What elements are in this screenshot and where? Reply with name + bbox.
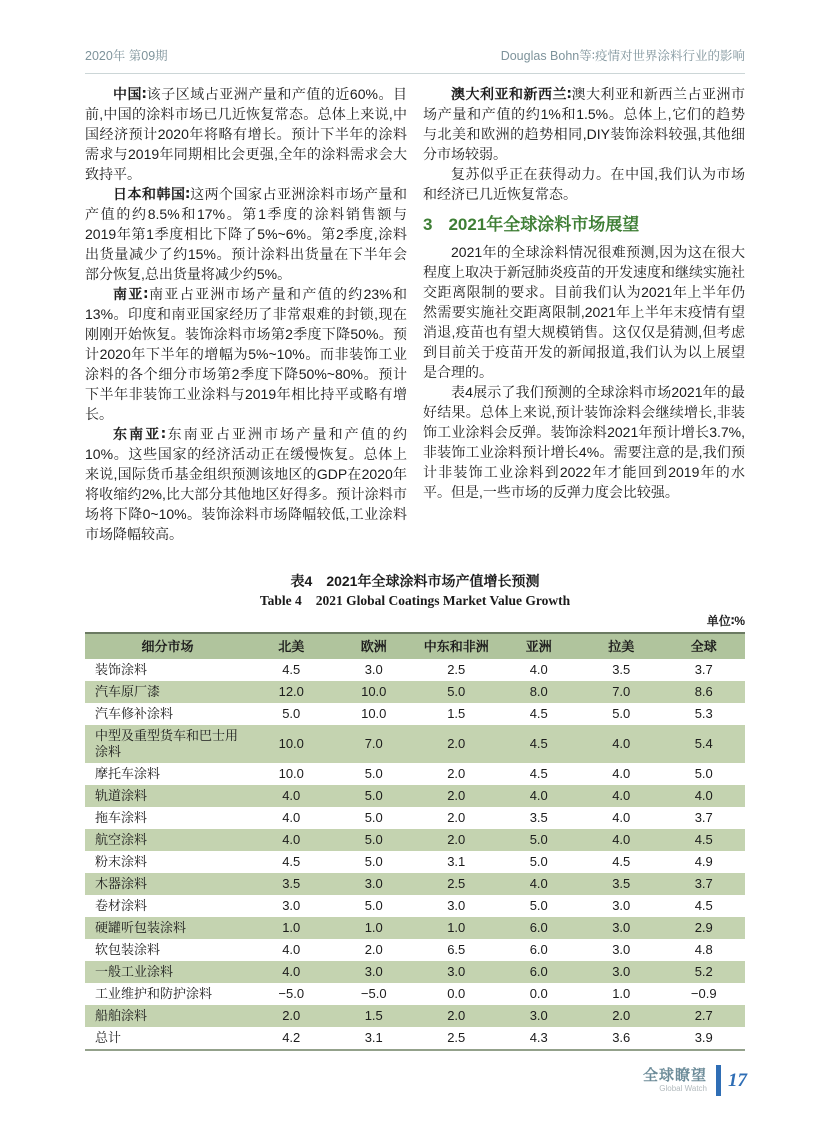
table-row	[85, 785, 745, 807]
paragraph-lead: 中国∶	[113, 86, 147, 102]
table-row	[85, 681, 745, 703]
row-value: 3.0	[529, 1008, 548, 1023]
column-header-asia: 亚洲	[498, 633, 581, 659]
row-value: 5.0	[529, 898, 548, 913]
row-value: 4.0	[612, 766, 631, 781]
brand-name-en: Global Watch	[659, 1083, 707, 1093]
row-value: 2.0	[447, 832, 466, 847]
row-label: 摩托车涂料	[95, 766, 161, 781]
paragraph-text: 该子区域占亚洲产量和产值的近60%。目前,中国的涂料市场已几近恢复常态。总体上来说,中国经济预计2020年将略有增长。预计下半年的涂料需求与2019年同期相比会更强,全年的涂料需求会大致持平。	[85, 86, 407, 182]
table-row	[85, 961, 745, 983]
row-value: 2.5	[447, 876, 466, 891]
row-value: 2.5	[447, 662, 466, 677]
row-value: 3.9	[694, 1030, 713, 1045]
row-value: 4.0	[282, 788, 301, 803]
column-header-segment: 细分市场	[85, 633, 250, 659]
row-value: 4.5	[694, 898, 713, 913]
row-value: 5.0	[364, 854, 383, 869]
row-value: 10.0	[278, 736, 304, 751]
row-value: 5.0	[364, 766, 383, 781]
table-row	[85, 939, 745, 961]
paragraph-lead: 日本和韩国∶	[113, 186, 190, 202]
section-title: 2021年全球涂料市场展望	[448, 215, 640, 234]
table-row	[85, 763, 745, 785]
row-value: 2.5	[447, 1030, 466, 1045]
paragraph-japan-korea	[85, 184, 407, 284]
row-value: 2.0	[447, 1008, 466, 1023]
table-caption-cn-label: 表4	[290, 573, 313, 589]
row-value: 7.0	[364, 736, 383, 751]
table-section	[85, 572, 745, 1051]
row-value: 3.1	[364, 1030, 383, 1045]
row-value: 4.2	[282, 1030, 301, 1045]
row-value: 5.4	[694, 736, 713, 751]
table-caption-en-text: 2021 Global Coatings Market Value Growth	[315, 593, 571, 608]
section-number: 3	[423, 215, 433, 234]
row-value: 4.5	[612, 854, 631, 869]
row-value: 3.0	[364, 662, 383, 677]
row-value: 4.0	[282, 832, 301, 847]
row-label: 卷材涂料	[95, 898, 148, 913]
column-header-mea: 中东和非洲	[415, 633, 498, 659]
row-value: 6.5	[447, 942, 466, 957]
table-row	[85, 1005, 745, 1027]
row-label: 总计	[95, 1030, 122, 1045]
row-value: 3.0	[447, 898, 466, 913]
row-value: 3.0	[612, 920, 631, 935]
row-value: 3.7	[694, 876, 713, 891]
row-value: 2.0	[364, 942, 383, 957]
row-value: 3.1	[447, 854, 466, 869]
row-value: 4.5	[282, 854, 301, 869]
row-value: 4.5	[529, 706, 548, 721]
row-label: 航空涂料	[95, 832, 148, 847]
growth-forecast-table	[85, 632, 745, 1051]
row-value: 2.9	[694, 920, 713, 935]
table-row	[85, 917, 745, 939]
row-value: 4.0	[612, 788, 631, 803]
table-row	[85, 851, 745, 873]
paragraph-text: 2021年的全球涂料情况很难预测,因为这在很大程度上取决于新冠肺炎疫苗的开发速度和继续实施社交距离限制的要求。目前我们认为2021年上半年仍然需要实施社交距离限制,2021年上半年末疫情有望消退,疫苗也有望大规模销售。这仅仅是猜测,但考虑到目前关于疫苗开发的新闻报道,我们认为以上展望是合理的。	[423, 244, 745, 380]
row-value: 4.0	[282, 942, 301, 957]
paragraph-lead: 南亚∶	[113, 286, 148, 302]
paragraph-text: 澳大利亚和新西兰占亚洲市场产量和产值的约1%和1.5%。总体上,它们的趋势与北美和欧洲的趋势相同,DIY装饰涂料较强,其他细分市场较弱。	[423, 86, 746, 162]
issue-label: 2020年 第09期	[85, 49, 168, 63]
row-value: 3.5	[612, 876, 631, 891]
paragraph-lead: 东南亚∶	[113, 426, 166, 442]
row-label: 汽车原厂漆	[95, 684, 161, 699]
table-row	[85, 807, 745, 829]
row-value: 4.0	[529, 788, 548, 803]
row-value: 6.0	[529, 920, 548, 935]
table-row	[85, 1027, 745, 1050]
article-body	[85, 84, 745, 544]
row-value: 5.3	[694, 706, 713, 721]
row-value: 3.6	[612, 1030, 631, 1045]
running-article-title: Douglas Bohn等∶疫情对世界涂料行业的影响	[500, 49, 745, 63]
table-caption-cn	[85, 572, 745, 591]
paragraph-southeast-asia	[85, 424, 407, 544]
row-value: 5.0	[364, 810, 383, 825]
running-head	[85, 46, 745, 74]
row-value: 4.0	[612, 736, 631, 751]
row-label: 拖车涂料	[95, 810, 148, 825]
row-value: 4.8	[694, 942, 713, 957]
section-heading	[423, 213, 745, 237]
row-value: 5.0	[364, 832, 383, 847]
paragraph-text: 南亚占亚洲市场产量和产值的约23%和13%。印度和南亚国家经历了非常艰难的封锁,现在刚刚开始恢复。装饰涂料市场第2季度下降50%。预计2020年下半年的增幅为5%~10%。而非装饰工业涂料的各个细分市场第2季度下降50%~80%。预计下半年非装饰工业涂料与2019年相比持平或略有增长。	[85, 286, 407, 422]
row-value: 1.0	[612, 986, 631, 1001]
table-row	[85, 829, 745, 851]
row-value: 4.5	[529, 766, 548, 781]
row-value: 10.0	[361, 706, 387, 721]
row-value: 4.0	[529, 876, 548, 891]
row-value: 3.0	[282, 898, 301, 913]
row-value: −5.0	[360, 986, 387, 1001]
row-value: 1.0	[282, 920, 301, 935]
row-value: 4.0	[529, 662, 548, 677]
column-header-north-america: 北美	[250, 633, 333, 659]
row-value: 12.0	[278, 684, 304, 699]
row-value: 5.0	[694, 766, 713, 781]
brand-name-cn: 全球瞭望	[642, 1066, 707, 1084]
row-label: 中型及重型货车和巴士用涂料	[95, 728, 239, 759]
column-header-latam: 拉美	[580, 633, 663, 659]
row-value: 1.0	[447, 920, 466, 935]
paragraph-lead: 澳大利亚和新西兰∶	[451, 86, 572, 102]
journal-brand	[643, 1068, 707, 1094]
row-value: 2.0	[447, 736, 466, 751]
row-value: 5.0	[612, 706, 631, 721]
row-value: 5.0	[282, 706, 301, 721]
page-number: 17	[728, 1069, 747, 1091]
row-value: 5.0	[447, 684, 466, 699]
row-value: −5.0	[278, 986, 305, 1001]
row-value: 6.0	[529, 964, 548, 979]
paragraph-recovery	[423, 164, 745, 204]
table-caption-en-label: Table 4	[259, 593, 302, 608]
row-value: 5.2	[694, 964, 713, 979]
row-value: 4.0	[282, 964, 301, 979]
row-label: 工业维护和防护涂料	[95, 986, 213, 1001]
column-header-europe: 欧洲	[333, 633, 416, 659]
row-value: −0.9	[690, 986, 717, 1001]
paragraph-text: 复苏似乎正在获得动力。在中国,我们认为市场和经济已几近恢复常态。	[423, 166, 745, 202]
table-row	[85, 703, 745, 725]
row-value: 2.0	[447, 810, 466, 825]
row-value: 2.0	[612, 1008, 631, 1023]
row-value: 1.0	[364, 920, 383, 935]
table-row	[85, 659, 745, 681]
table-header-row	[85, 633, 745, 659]
row-label: 汽车修补涂料	[95, 706, 174, 721]
table-unit-label: 单位∶%	[706, 614, 745, 628]
column-header-global: 全球	[663, 633, 746, 659]
row-value: 3.0	[612, 898, 631, 913]
row-value: 5.0	[529, 854, 548, 869]
paragraph-text: 这两个国家占亚洲涂料市场产量和产值的约8.5%和17%。第1季度的涂料销售额与2019年第1季度相比下降了5%~6%。第2季度,涂料出货量减少了约15%。预计涂料出货量在下半年会部分恢复,总出货量将减少约5%。	[85, 186, 407, 282]
row-value: 1.5	[447, 706, 466, 721]
row-value: 3.0	[447, 964, 466, 979]
row-value: 3.0	[364, 964, 383, 979]
row-label: 一般工业涂料	[95, 964, 174, 979]
row-value: 0.0	[529, 986, 548, 1001]
row-value: 3.5	[282, 876, 301, 891]
row-value: 4.0	[694, 788, 713, 803]
row-value: 0.0	[447, 986, 466, 1001]
row-value: 3.0	[364, 876, 383, 891]
paragraph-table-intro	[423, 382, 745, 502]
page-footer	[643, 1065, 747, 1096]
table-row	[85, 873, 745, 895]
row-value: 6.0	[529, 942, 548, 957]
row-label: 粉末涂料	[95, 854, 148, 869]
paragraph-text: 表4展示了我们预测的全球涂料市场2021年的最好结果。总体上来说,预计装饰涂料会继续增长,非装饰工业涂料会反弹。装饰涂料2021年预计增长3.7%,非装饰工业涂料预计增长4%。需要注意的是,我们预计非装饰工业涂料到2022年才能回到2019年的水平。但是,一些市场的反弹力度会比较强。	[423, 384, 745, 500]
row-value: 3.0	[612, 942, 631, 957]
row-label: 船舶涂料	[95, 1008, 148, 1023]
row-label: 软包装涂料	[95, 942, 161, 957]
row-value: 4.9	[694, 854, 713, 869]
row-value: 8.6	[694, 684, 713, 699]
row-value: 4.3	[529, 1030, 548, 1045]
row-value: 3.7	[694, 810, 713, 825]
row-value: 4.5	[694, 832, 713, 847]
row-value: 1.5	[364, 1008, 383, 1023]
row-value: 4.0	[612, 810, 631, 825]
row-value: 4.5	[529, 736, 548, 751]
row-value: 2.0	[282, 1008, 301, 1023]
row-value: 2.0	[447, 788, 466, 803]
row-value: 4.5	[282, 662, 301, 677]
row-value: 5.0	[364, 898, 383, 913]
right-column	[423, 84, 745, 544]
row-value: 3.0	[612, 964, 631, 979]
row-value: 10.0	[278, 766, 304, 781]
paragraph-australia-nz	[423, 84, 745, 164]
paragraph-south-asia	[85, 284, 407, 424]
row-label: 硬罐听包装涂料	[95, 920, 187, 935]
row-label: 木器涂料	[95, 876, 148, 891]
growth-table-body	[85, 659, 745, 1050]
row-value: 8.0	[529, 684, 548, 699]
table-caption-cn-text: 2021年全球涂料市场产值增长预测	[326, 573, 540, 589]
row-value: 3.5	[529, 810, 548, 825]
row-value: 5.0	[364, 788, 383, 803]
row-value: 10.0	[361, 684, 387, 699]
row-label: 轨道涂料	[95, 788, 148, 803]
paragraph-outlook	[423, 242, 745, 382]
paragraph-china	[85, 84, 407, 184]
left-column	[85, 84, 407, 544]
row-value: 5.0	[529, 832, 548, 847]
row-value: 7.0	[612, 684, 631, 699]
row-value: 2.0	[447, 766, 466, 781]
page-number-bar	[716, 1065, 721, 1096]
row-value: 4.0	[612, 832, 631, 847]
row-value: 2.7	[694, 1008, 713, 1023]
row-value: 3.7	[694, 662, 713, 677]
row-value: 3.5	[612, 662, 631, 677]
row-value: 4.0	[282, 810, 301, 825]
table-caption-en	[85, 591, 745, 610]
table-row	[85, 983, 745, 1005]
paragraph-text: 东南亚占亚洲市场产量和产值的约10%。这些国家的经济活动正在缓慢恢复。总体上来说,国际货币基金组织预测该地区的GDP在2020年将收缩约2%,比大部分其他地区好得多。预计涂料市场将下降0~10%。装饰涂料市场降幅较低,工业涂料市场降幅较高。	[85, 426, 407, 542]
table-row	[85, 895, 745, 917]
row-label: 装饰涂料	[95, 662, 148, 677]
table-row	[85, 725, 745, 763]
